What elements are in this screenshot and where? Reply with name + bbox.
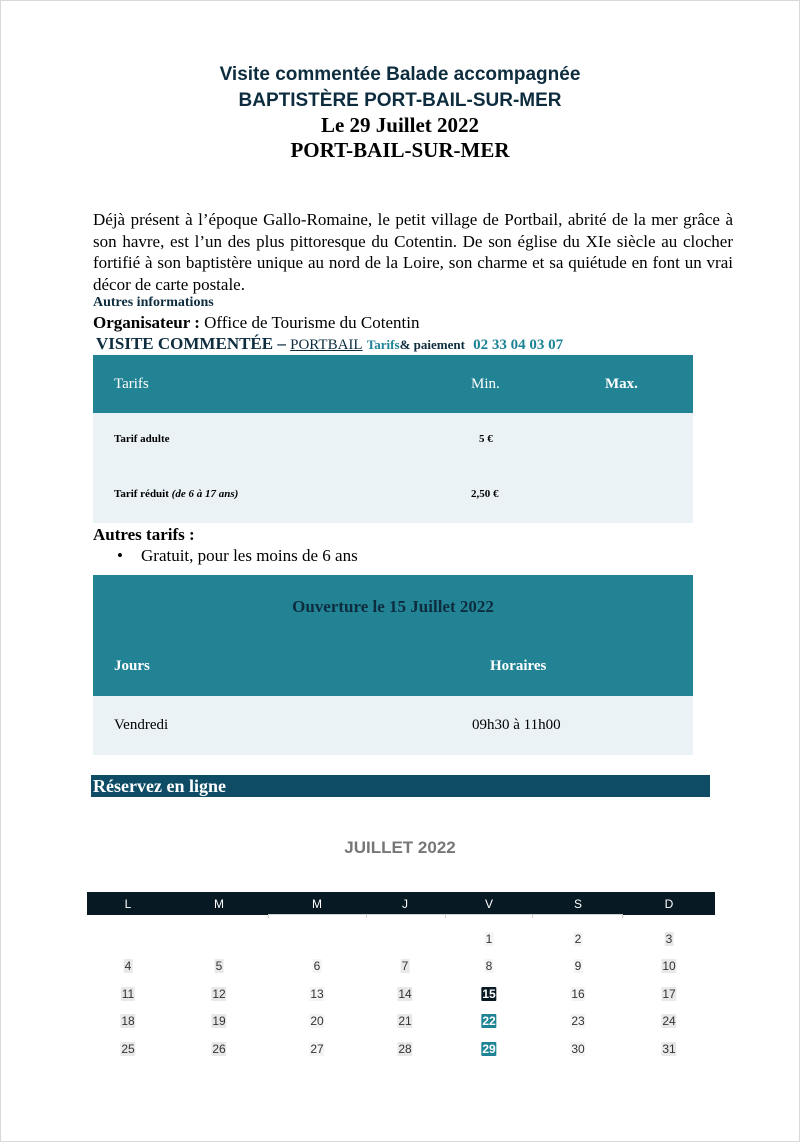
weekday-label: S	[573, 897, 583, 911]
phone-number[interactable]: 02 33 04 03 07	[473, 337, 564, 353]
reserve-online-banner[interactable]: Réservez en ligne	[91, 775, 710, 797]
tarif-row-label	[114, 488, 238, 500]
portbail-link[interactable]: PORTBAIL	[290, 337, 363, 353]
calendar-day[interactable]: 16	[571, 987, 585, 1001]
weekday-label: J	[402, 897, 408, 911]
tarif-row-label-text: Tarif réduit	[114, 488, 169, 500]
hours-table-header	[93, 575, 693, 696]
calendar-day[interactable]: 4	[124, 959, 132, 973]
tarif-row-note: (de 6 à 17 ans)	[171, 488, 239, 500]
title-line-2: BAPTISTÈRE PORT-BAIL-SUR-MER	[238, 90, 562, 111]
hours-row	[93, 696, 693, 755]
calendar-day[interactable]: 30	[571, 1042, 585, 1056]
other-tarifs-bullet	[117, 546, 358, 566]
hours-row-hours: 09h30 à 11h00	[472, 717, 561, 733]
weekday-label: V	[484, 897, 494, 911]
tarif-row-label: Tarif adulte	[114, 433, 170, 445]
weekday-label: M	[214, 897, 224, 911]
weekday-label: D	[664, 897, 674, 911]
event-date: Le 29 Juillet 2022	[320, 113, 480, 137]
calendar-day[interactable]: 13	[310, 987, 324, 1001]
calendar-weekday-header	[87, 892, 715, 915]
hours-header-hours: Horaires	[490, 658, 547, 674]
organizer-line	[93, 313, 420, 333]
tarif-row-min: 5 €	[479, 433, 493, 445]
visit-line	[96, 334, 563, 354]
tarif-row	[93, 413, 693, 468]
weekday-label: M	[312, 897, 322, 911]
calendar-day[interactable]: 24	[662, 1014, 676, 1028]
calendar-day[interactable]: 15	[482, 987, 496, 1001]
hours-row-day: Vendredi	[114, 717, 169, 733]
hours-header-days: Jours	[114, 658, 150, 674]
calendar	[87, 892, 715, 1085]
calendar-day[interactable]: 2	[574, 932, 582, 946]
tarifs-header-label: Tarifs	[114, 376, 149, 392]
hours-table	[93, 575, 693, 755]
tarif-row	[93, 468, 693, 523]
calendar-day[interactable]: 29	[482, 1042, 496, 1056]
calendar-day[interactable]: 27	[310, 1042, 324, 1056]
title-line-1: Visite commentée Balade accompagnée	[219, 64, 581, 85]
calendar-day[interactable]: 31	[662, 1042, 676, 1056]
calendar-day[interactable]: 20	[310, 1014, 324, 1028]
organizer-label: Organisateur :	[93, 313, 200, 332]
calendar-day[interactable]: 18	[121, 1014, 135, 1028]
calendar-day[interactable]: 7	[401, 959, 409, 973]
calendar-month: JUILLET 2022	[344, 838, 456, 857]
calendar-day[interactable]: 23	[571, 1014, 585, 1028]
payment-label: & paiement	[399, 337, 465, 352]
calendar-day[interactable]: 8	[485, 959, 493, 973]
calendar-day[interactable]: 22	[482, 1014, 496, 1028]
calendar-day[interactable]: 26	[212, 1042, 226, 1056]
calendar-day[interactable]: 25	[121, 1042, 135, 1056]
tarifs-header-max: Max.	[605, 376, 638, 392]
calendar-day[interactable]: 19	[212, 1014, 226, 1028]
calendar-day[interactable]: 12	[212, 987, 226, 1001]
calendar-body	[87, 915, 715, 1085]
calendar-day[interactable]: 11	[121, 987, 135, 1001]
organizer-value: Office de Tourisme du Cotentin	[204, 313, 420, 332]
weekday-label: L	[124, 897, 132, 911]
event-location: PORT-BAIL-SUR-MER	[290, 138, 510, 162]
calendar-day[interactable]: 5	[215, 959, 223, 973]
hours-table-title: Ouverture le 15 Juillet 2022	[292, 597, 494, 616]
calendar-day[interactable]: 3	[665, 932, 673, 946]
calendar-day[interactable]: 14	[398, 987, 412, 1001]
calendar-day[interactable]: 9	[574, 959, 582, 973]
visit-dash: –	[277, 334, 286, 353]
calendar-day[interactable]: 10	[662, 959, 676, 973]
calendar-day[interactable]: 17	[662, 987, 676, 1001]
tarifs-table-header	[93, 355, 693, 413]
calendar-day[interactable]: 1	[485, 932, 493, 946]
visit-title: VISITE COMMENTÉE	[96, 334, 274, 353]
description-paragraph: Déjà présent à l’époque Gallo-Romaine, le petit village de Portbail, abrité de la mer grâce à son havre, est l’un des plus pittoresque du Cotentin. De son église du XIe siècle au clocher fortifié à son baptistère unique au nord de la Loire, son charme et sa quiétude en font un vrai décor de carte postale.	[93, 210, 733, 294]
bullet-icon: •	[117, 546, 123, 565]
tarif-row-min: 2,50 €	[471, 488, 499, 500]
other-info-heading: Autres informations	[93, 295, 214, 310]
calendar-day[interactable]: 6	[313, 959, 321, 973]
calendar-day[interactable]: 21	[398, 1014, 412, 1028]
tarifs-link[interactable]: Tarifs	[366, 337, 400, 352]
tarifs-table	[93, 355, 693, 523]
other-tarifs-text: Gratuit, pour les moins de 6 ans	[141, 546, 358, 565]
calendar-day[interactable]: 28	[398, 1042, 412, 1056]
other-tarifs-heading: Autres tarifs :	[93, 525, 195, 544]
tarifs-header-min: Min.	[471, 376, 500, 392]
